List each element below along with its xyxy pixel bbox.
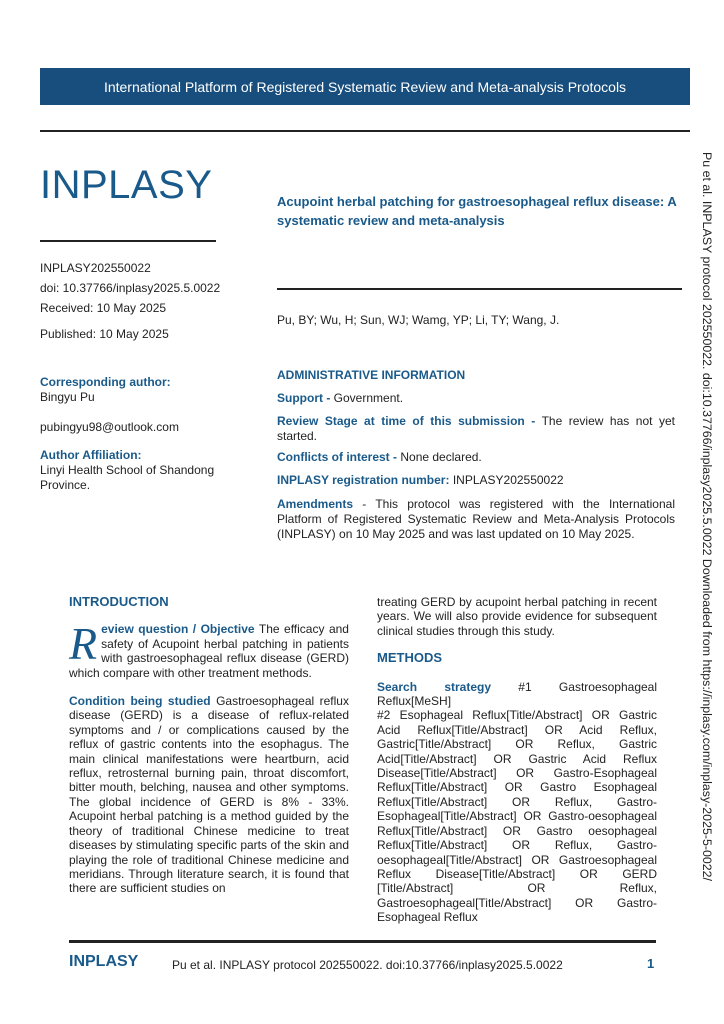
admin-registration-number <box>277 473 675 488</box>
article-title: Acupoint herbal patching for gastroesophageal reflux disease: A systematic review and meta-analysis <box>277 194 677 228</box>
left-column <box>69 595 349 896</box>
right-column <box>377 595 657 925</box>
stage-value: The review has not yet started. <box>277 414 675 443</box>
published-date: Published: 10 May 2025 <box>40 327 169 341</box>
stage-label: Review Stage at time of this submission - <box>277 414 536 428</box>
corresponding-author <box>40 375 240 435</box>
amend-value: - This protocol was registered with the International Platform of Registered Systematic Review and Meta-Analysis Protocols (INPLASY) on 10 May 2025 and was last updated on 10 May 2025. <box>277 497 675 541</box>
amend-label: Amendments <box>277 497 354 511</box>
condition-label: Condition being studied <box>69 694 211 709</box>
methods-heading: METHODS <box>377 650 442 666</box>
brand-underline <box>40 240 216 242</box>
regnum-label: INPLASY registration number: <box>277 473 450 487</box>
introduction-continued: treating GERD by acupoint herbal patching in recent years. We will also provide evidence for subsequent clinical studies through this study. <box>377 595 657 638</box>
conflicts-value: None declared. <box>400 450 482 464</box>
affiliation-label: Author Affiliation: <box>40 448 142 462</box>
condition-text: Gastroesophageal reflux disease (GERD) is a disease of reflux-related symptoms and / or complications caused by the reflux of gastric contents into the esophagus. The main clinical manifestations were heartburn, acid reflux, retrosternal burning pain, throat discomfort, bitter mouth, belching, nausea and other symptoms. The global incidence of GERD is 8% - 33%. Acupoint herbal patching is a method guided by the theory of traditional Chinese medicine to treat diseases by stimulating specific parts of the skin and playing the role of traditional Chinese medicine and meridians. Through literature search, it is found that there are sufficient studies on <box>69 694 349 896</box>
search-strategy-paragraph <box>377 680 657 925</box>
review-question-label: eview question / Objective <box>101 622 255 637</box>
admin-amendments <box>277 497 675 542</box>
page-number: 1 <box>647 956 655 971</box>
corresponding-email[interactable]: pubingyu98@outlook.com <box>40 420 179 434</box>
support-value: Government. <box>333 391 404 405</box>
author-affiliation <box>40 448 240 493</box>
header-banner <box>40 68 690 105</box>
admin-support <box>277 391 675 406</box>
admin-heading <box>277 368 675 383</box>
registration-id: INPLASY202550022 <box>40 261 151 275</box>
admin-conflicts <box>277 450 675 465</box>
corresponding-label: Corresponding author: <box>40 375 171 389</box>
search-strategy-text: #2 Esophageal Reflux[Title/Abstract] OR Gastric Acid Reflux[Title/Abstract] OR Acid Reflux, Gastric[Title/Abstract] OR Reflux, Gastric Acid[Title/Abstract] OR Gastric Acid Reflux Disease[Title/Abstract] OR Gastro-Esophageal Reflux[Title/Abstract] OR Gastro Esophageal Reflux[Title/Abstract] OR Reflux, Gastro-Esophageal[Title/Abstract] OR Gastro-oesophageal Reflux[Title/Abstract] OR Gastro oesophageal Reflux[Title/Abstract] OR Reflux, Gastro-oesophageal[Title/Abstract] OR Gastroesophageal Reflux Disease[Title/Abstract] OR GERD [Title/Abstract] OR Reflux, Gastroesophageal[Title/Abstract] OR Gastro-Esophageal Reflux <box>377 708 657 925</box>
search-strategy-line1: #1 Gastroesophageal Reflux[MeSH] <box>377 679 657 709</box>
footer-citation: Pu et al. INPLASY protocol 202550022. doi:10.37766/inplasy2025.5.0022 <box>172 958 563 972</box>
doi: doi: 10.37766/inplasy2025.5.0022 <box>40 281 221 295</box>
title-divider <box>277 288 682 290</box>
affiliation-value: Linyi Health School of Shandong Province. <box>40 463 215 492</box>
introduction-heading: INTRODUCTION <box>69 594 169 609</box>
admin-review-stage <box>277 414 675 444</box>
side-citation-text[interactable]: Pu et al. INPLASY protocol 202550022. doi:10.37766/inplasy2025.5.0022 Downloaded from https://inplasy.com/inplasy-2025-5-0022/ <box>700 152 714 882</box>
review-question-text: The efficacy and safety of Acupoint herbal patching in patients with gastroesophageal reflux disease (GERD) which compare with other treatment methods. <box>69 622 349 680</box>
footer-brand: INPLASY <box>69 953 139 970</box>
condition-paragraph <box>69 694 349 896</box>
conflicts-label: Conflicts of interest - <box>277 450 398 464</box>
top-divider <box>40 130 690 132</box>
support-label: Support - <box>277 391 331 405</box>
regnum-value: INPLASY202550022 <box>452 473 564 487</box>
received-date: Received: 10 May 2025 <box>40 301 167 315</box>
footer-divider <box>69 940 656 943</box>
admin-heading-text: ADMINISTRATIVE INFORMATION <box>277 368 466 382</box>
dropcap-letter: R <box>69 618 98 670</box>
brand-logo: INPLASY <box>40 163 213 207</box>
side-citation <box>700 152 714 932</box>
banner-text: International Platform of Registered Systematic Review and Meta-analysis Protocols <box>103 78 627 95</box>
search-strategy-label: Search strategy <box>377 679 491 694</box>
review-question-paragraph <box>69 618 349 680</box>
author-list: Pu, BY; Wu, H; Sun, WJ; Wamg, YP; Li, TY; Wang, J. <box>277 313 560 327</box>
corresponding-name: Bingyu Pu <box>40 390 95 404</box>
